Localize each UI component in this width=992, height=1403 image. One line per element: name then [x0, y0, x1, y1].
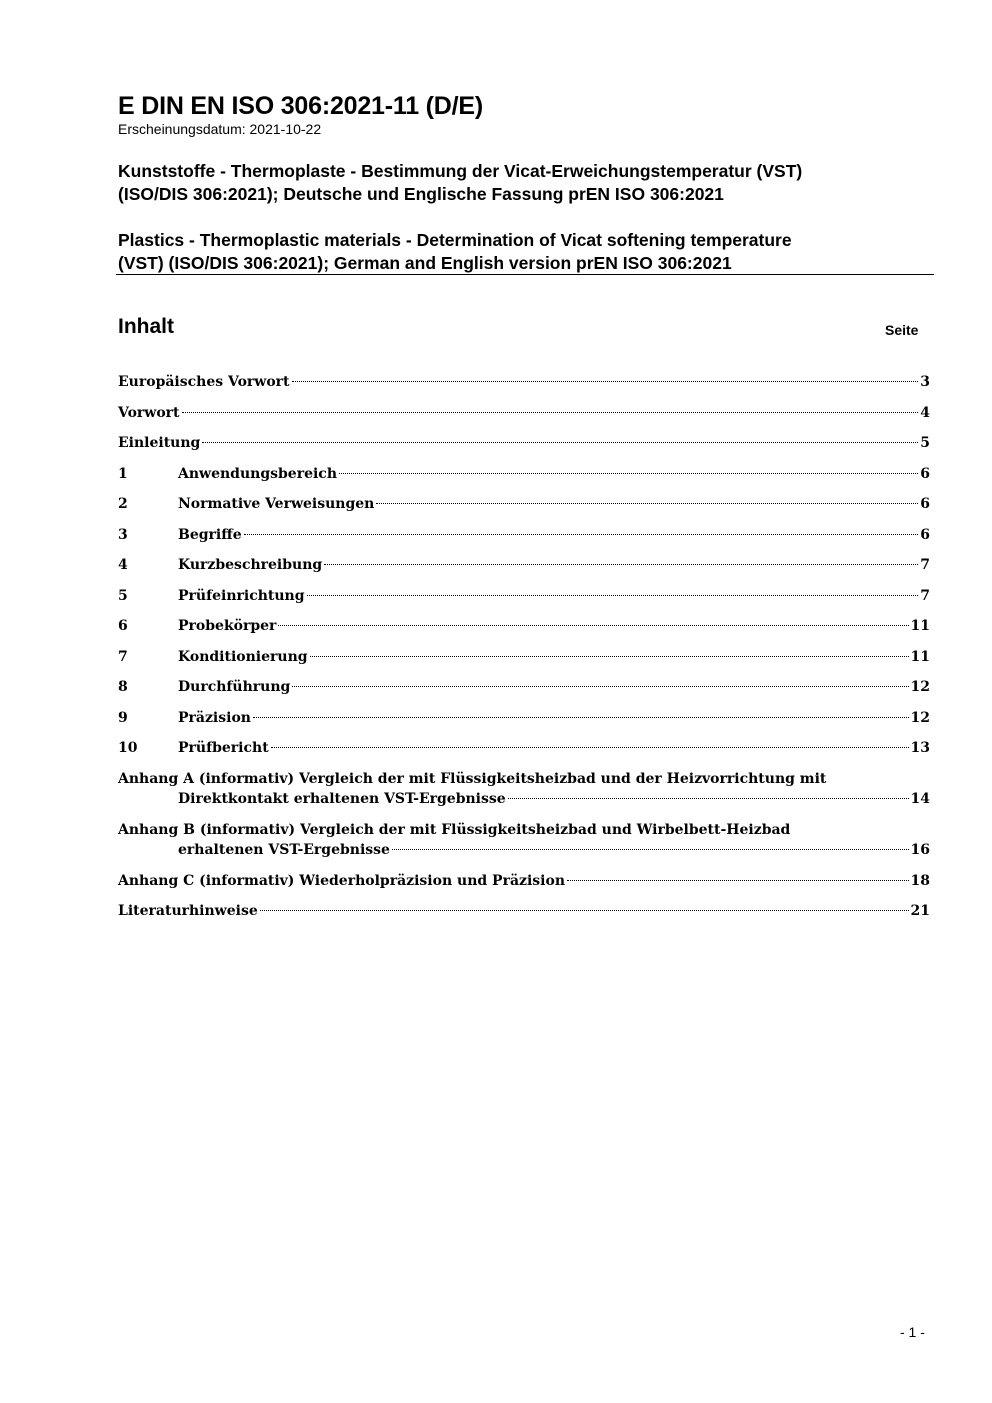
table-of-contents	[118, 372, 930, 932]
toc-entry-page: 4	[920, 404, 930, 421]
toc-entry-8[interactable]	[118, 677, 930, 708]
dot-leader	[567, 880, 909, 881]
toc-entry-page: 7	[920, 587, 930, 604]
toc-entry-title: Vorwort	[118, 404, 180, 421]
toc-heading: Inhalt	[118, 315, 174, 338]
toc-entry-title: Begriffe	[178, 526, 242, 543]
toc-entry-page: 11	[910, 648, 930, 665]
toc-entry-title-line-1: Anhang B (informativ) Vergleich der mit Flüssigkeitsheizbad und Wirbelbett-Heizbad	[118, 821, 791, 838]
toc-entry-page: 6	[920, 526, 930, 543]
dot-leader	[244, 534, 919, 535]
toc-entry-number: 1	[118, 465, 128, 482]
toc-entry-title: Prüfeinrichtung	[178, 587, 305, 604]
dot-leader	[324, 564, 918, 565]
toc-entry-3[interactable]	[118, 525, 930, 556]
toc-entry-anhang-b[interactable]	[118, 820, 930, 871]
toc-entry-2[interactable]	[118, 494, 930, 525]
dot-leader	[376, 503, 918, 504]
dot-leader	[260, 910, 909, 911]
toc-entry-title: Präzision	[178, 709, 251, 726]
title-german-line-1: Kunststoffe - Thermoplaste - Bestimmung der Vicat-Erweichungstemperatur (VST)	[118, 161, 803, 181]
toc-entry-title: Probekörper	[178, 618, 277, 634]
toc-entry-title: Europäisches Vorwort	[118, 374, 290, 390]
toc-entry-page: 12	[910, 709, 930, 726]
toc-entry-title: Kurzbeschreibung	[178, 557, 323, 573]
dot-leader	[310, 656, 909, 657]
toc-entry-anhang-c[interactable]	[118, 871, 930, 902]
toc-entry-4[interactable]	[118, 555, 930, 586]
toc-entry-page: 13	[910, 740, 930, 756]
toc-entry-number: 7	[118, 648, 128, 665]
page-number: - 1 -	[900, 1324, 925, 1340]
toc-entry-page: 14	[910, 790, 930, 807]
toc-entry-page: 11	[910, 618, 930, 634]
toc-entry-page: 6	[920, 465, 930, 482]
dot-leader	[392, 849, 909, 850]
document-id: E DIN EN ISO 306:2021-11 (D/E)	[118, 92, 483, 120]
toc-entry-vorwort[interactable]	[118, 403, 930, 434]
toc-entry-page: 3	[920, 374, 930, 390]
toc-entry-5[interactable]	[118, 586, 930, 617]
toc-entry-einleitung[interactable]	[118, 433, 930, 464]
title-german-line-2: (ISO/DIS 306:2021); Deutsche und Englische Fassung prEN ISO 306:2021	[118, 184, 724, 204]
toc-entry-title: Durchführung	[178, 679, 291, 695]
dot-leader	[339, 473, 918, 474]
toc-entry-title: Prüfbericht	[178, 740, 269, 756]
toc-entry-title: Konditionierung	[178, 648, 308, 665]
toc-entry-page: 7	[920, 557, 930, 573]
toc-entry-10[interactable]	[118, 738, 930, 769]
title-english	[118, 229, 933, 275]
toc-entry-6[interactable]	[118, 616, 930, 647]
dot-leader	[292, 381, 919, 382]
toc-entry-number: 10	[118, 740, 138, 756]
toc-entry-literaturhinweise[interactable]	[118, 901, 930, 932]
toc-entry-title: Literaturhinweise	[118, 903, 258, 919]
toc-entry-title: Anwendungsbereich	[178, 465, 337, 482]
toc-page-column-label: Seite	[885, 322, 919, 338]
title-english-line-2: (VST) (ISO/DIS 306:2021); German and English version prEN ISO 306:2021	[118, 253, 732, 273]
toc-entry-number: 9	[118, 709, 128, 726]
title-divider	[116, 274, 934, 275]
toc-entry-number: 4	[118, 557, 128, 573]
toc-entry-title: Einleitung	[118, 435, 201, 451]
dot-leader	[253, 717, 909, 718]
toc-entry-number: 6	[118, 618, 128, 634]
toc-entry-page: 21	[910, 903, 930, 919]
toc-entry-title-line-2: Direktkontakt erhaltenen VST-Ergebnisse	[178, 790, 506, 807]
toc-entry-number: 8	[118, 679, 128, 695]
toc-entry-page: 16	[910, 841, 930, 858]
toc-entry-title: Normative Verweisungen	[178, 496, 375, 512]
toc-entry-page: 18	[910, 872, 930, 889]
toc-entry-title-line-2: erhaltenen VST-Ergebnisse	[178, 841, 390, 858]
toc-entry-number: 3	[118, 526, 128, 543]
toc-entry-title-line-1: Anhang A (informativ) Vergleich der mit Flüssigkeitsheizbad und der Heizvorrichtung mit	[118, 770, 827, 787]
toc-entry-page: 5	[920, 435, 930, 451]
dot-leader	[278, 625, 908, 626]
toc-entry-number: 5	[118, 587, 128, 604]
toc-entry-page: 6	[920, 496, 930, 512]
toc-entry-page: 12	[910, 679, 930, 695]
title-english-line-1: Plastics - Thermoplastic materials - Determination of Vicat softening temperature	[118, 230, 792, 250]
dot-leader	[182, 412, 919, 413]
toc-entry-anhang-a[interactable]	[118, 769, 930, 820]
dot-leader	[508, 798, 909, 799]
dot-leader	[292, 686, 908, 687]
toc-entry-9[interactable]	[118, 708, 930, 739]
toc-entry-number: 2	[118, 496, 128, 512]
toc-entry-europaeisches-vorwort[interactable]	[118, 372, 930, 403]
toc-entry-7[interactable]	[118, 647, 930, 678]
dot-leader	[202, 442, 918, 443]
dot-leader	[307, 595, 919, 596]
title-german	[118, 160, 933, 206]
toc-entry-1[interactable]	[118, 464, 930, 495]
toc-entry-title: Anhang C (informativ) Wiederholpräzision und Präzision	[118, 872, 565, 889]
dot-leader	[271, 747, 909, 748]
publication-date: Erscheinungsdatum: 2021-10-22	[118, 121, 322, 137]
